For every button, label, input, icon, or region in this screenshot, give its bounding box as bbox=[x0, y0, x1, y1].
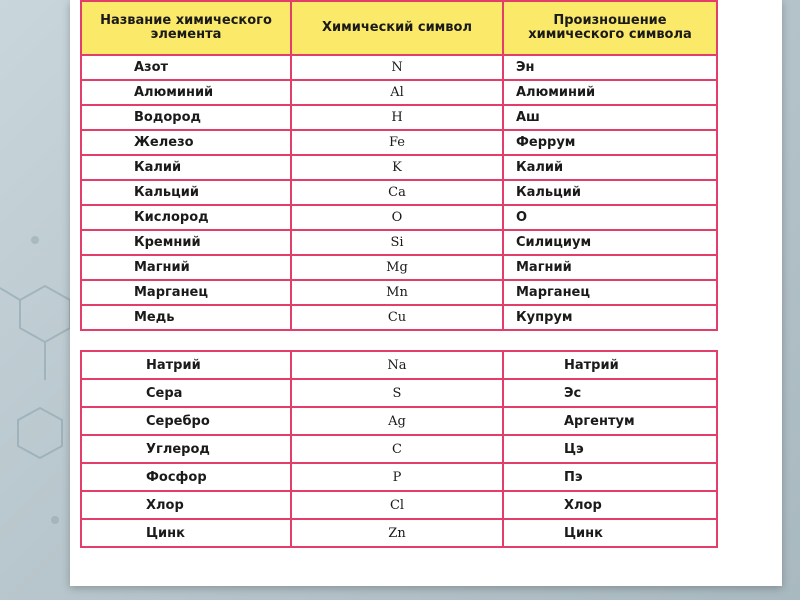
element-name-cell: Марганец bbox=[81, 280, 291, 305]
chemical-symbol-cell: C bbox=[291, 435, 503, 463]
element-name-cell: Кальций bbox=[81, 180, 291, 205]
pronunciation-cell: Эн bbox=[503, 55, 717, 80]
header-chemical-symbol: Химический символ bbox=[291, 1, 503, 55]
pronunciation-cell: Марганец bbox=[503, 280, 717, 305]
table-row bbox=[81, 105, 717, 130]
table-row bbox=[81, 280, 717, 305]
element-name-cell: Хлор bbox=[81, 491, 291, 519]
pronunciation-cell: Феррум bbox=[503, 130, 717, 155]
chemical-symbol-cell: Cu bbox=[291, 305, 503, 330]
table-row bbox=[81, 519, 717, 547]
element-name-cell: Фосфор bbox=[81, 463, 291, 491]
element-name-cell: Сера bbox=[81, 379, 291, 407]
pronunciation-cell: Цэ bbox=[503, 435, 717, 463]
table-row bbox=[81, 351, 717, 379]
element-name-cell: Натрий bbox=[81, 351, 291, 379]
pronunciation-cell: О bbox=[503, 205, 717, 230]
table-row bbox=[81, 435, 717, 463]
table-row bbox=[81, 80, 717, 105]
table-row bbox=[81, 55, 717, 80]
table-row bbox=[81, 180, 717, 205]
table-row bbox=[81, 255, 717, 280]
element-name-cell: Алюминий bbox=[81, 80, 291, 105]
chemical-symbol-cell: K bbox=[291, 155, 503, 180]
pronunciation-cell: Аргентум bbox=[503, 407, 717, 435]
chemical-symbol-cell: O bbox=[291, 205, 503, 230]
chemical-symbol-cell: Na bbox=[291, 351, 503, 379]
table-row bbox=[81, 130, 717, 155]
chemical-symbol-cell: Fe bbox=[291, 130, 503, 155]
table-row bbox=[81, 379, 717, 407]
pronunciation-cell: Магний bbox=[503, 255, 717, 280]
element-name-cell: Серебро bbox=[81, 407, 291, 435]
chemical-symbol-cell: H bbox=[291, 105, 503, 130]
chemical-symbol-cell: N bbox=[291, 55, 503, 80]
chemical-symbol-cell: Zn bbox=[291, 519, 503, 547]
table-row bbox=[81, 205, 717, 230]
table-row bbox=[81, 230, 717, 255]
pronunciation-cell: Купрум bbox=[503, 305, 717, 330]
pronunciation-cell: Кальций bbox=[503, 180, 717, 205]
pronunciation-cell: Хлор bbox=[503, 491, 717, 519]
table-row bbox=[81, 407, 717, 435]
chemical-symbol-cell: Cl bbox=[291, 491, 503, 519]
pronunciation-cell: Пэ bbox=[503, 463, 717, 491]
header-pronunciation: Произношение химического символа bbox=[503, 1, 717, 55]
pronunciation-cell: Алюминий bbox=[503, 80, 717, 105]
element-name-cell: Магний bbox=[81, 255, 291, 280]
element-name-cell: Медь bbox=[81, 305, 291, 330]
table-row bbox=[81, 305, 717, 330]
pronunciation-cell: Натрий bbox=[503, 351, 717, 379]
header-element-name: Название химического элемента bbox=[81, 1, 291, 55]
chemical-symbol-cell: P bbox=[291, 463, 503, 491]
element-name-cell: Углерод bbox=[81, 435, 291, 463]
pronunciation-cell: Цинк bbox=[503, 519, 717, 547]
chemical-symbol-cell: Mn bbox=[291, 280, 503, 305]
table-row bbox=[81, 491, 717, 519]
chemical-symbol-cell: Mg bbox=[291, 255, 503, 280]
chemical-symbol-cell: Ca bbox=[291, 180, 503, 205]
element-name-cell: Водород bbox=[81, 105, 291, 130]
element-name-cell: Кислород bbox=[81, 205, 291, 230]
element-name-cell: Железо bbox=[81, 130, 291, 155]
elements-table-top bbox=[80, 0, 718, 331]
table-row bbox=[81, 463, 717, 491]
pronunciation-cell: Калий bbox=[503, 155, 717, 180]
elements-table-bottom bbox=[80, 350, 718, 548]
pronunciation-cell: Силициум bbox=[503, 230, 717, 255]
table-row bbox=[81, 155, 717, 180]
element-name-cell: Кремний bbox=[81, 230, 291, 255]
chemical-symbol-cell: Si bbox=[291, 230, 503, 255]
element-name-cell: Цинк bbox=[81, 519, 291, 547]
element-name-cell: Калий bbox=[81, 155, 291, 180]
pronunciation-cell: Аш bbox=[503, 105, 717, 130]
chemical-symbol-cell: Ag bbox=[291, 407, 503, 435]
table-header-row bbox=[81, 1, 717, 55]
chemical-symbol-cell: Al bbox=[291, 80, 503, 105]
pronunciation-cell: Эс bbox=[503, 379, 717, 407]
element-name-cell: Азот bbox=[81, 55, 291, 80]
chemical-symbol-cell: S bbox=[291, 379, 503, 407]
